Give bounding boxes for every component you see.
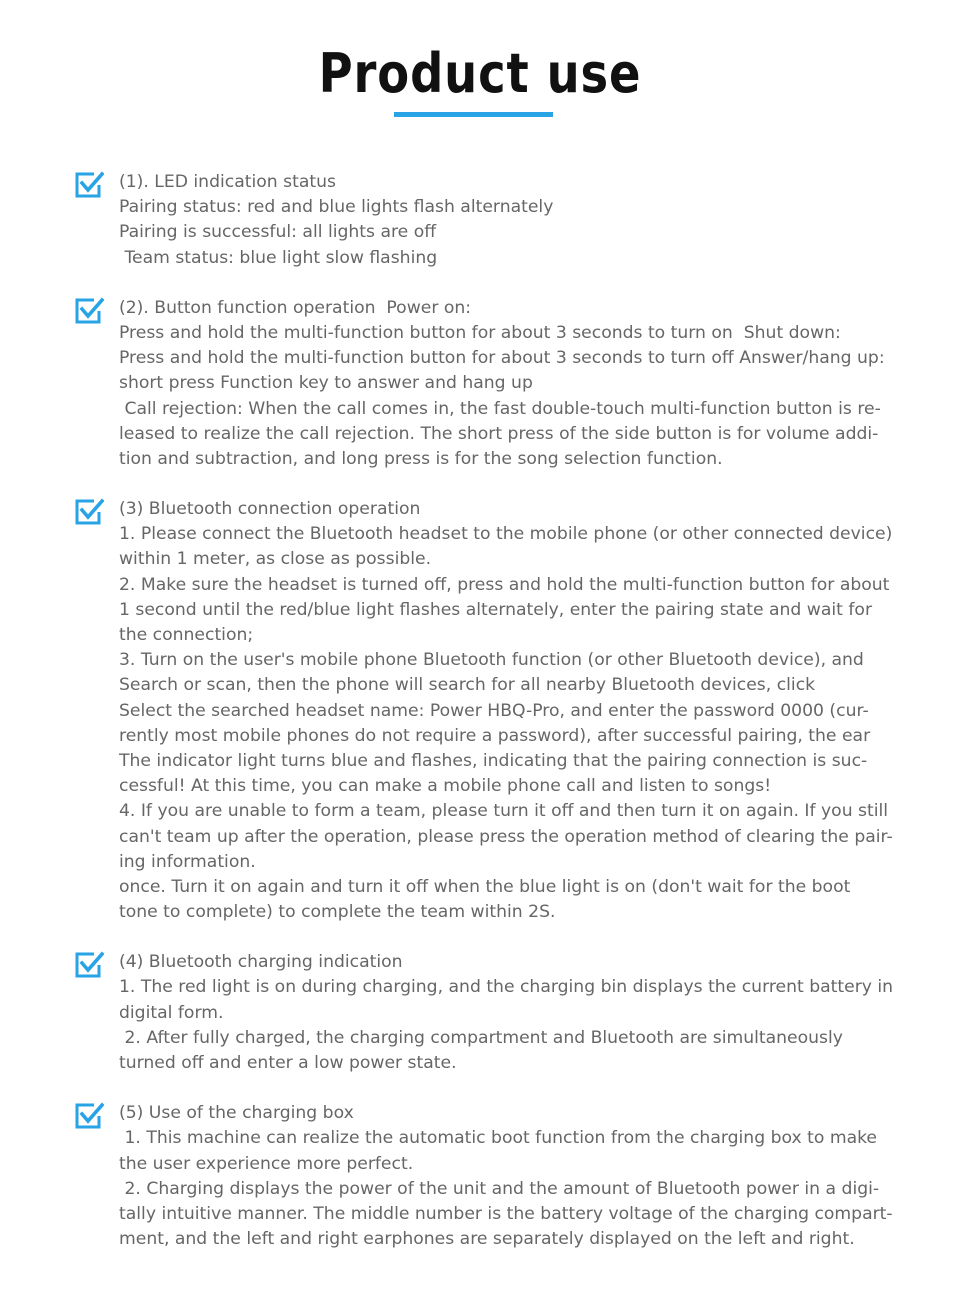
section-line: cessful! At this time, you can make a mobile phone call and listen to songs!	[119, 776, 772, 797]
section-line: 1. The red light is on during charging, and the charging bin displays the current battery in	[119, 977, 894, 998]
checkbox-checked-icon	[74, 1102, 104, 1130]
section-5	[0, 1101, 960, 1252]
section-line: 1. Please connect the Bluetooth headset to the mobile phone (or other connected device)	[119, 524, 893, 545]
section-line: tally intuitive manner. The middle number is the battery voltage of the charging compart-	[119, 1203, 893, 1224]
section-text	[119, 1101, 899, 1252]
section-line: tion and subtraction, and long press is for the song selection function.	[119, 448, 723, 469]
section-line: ment, and the left and right earphones are separately displayed on the left and right.	[119, 1229, 855, 1250]
checkbox-checked-icon	[74, 297, 104, 325]
section-2	[0, 296, 960, 472]
section-line: Pairing is successful: all lights are off	[119, 222, 437, 243]
section-line: leased to realize the call rejection. The short press of the side button is for volume addi-	[119, 423, 879, 444]
checkbox-checked-icon	[74, 171, 104, 199]
section-line: The indicator light turns blue and flashes, indicating that the pairing connection is suc-	[119, 750, 868, 771]
section-line: Select the searched headset name: Power HBQ-Pro, and enter the password 0000 (cur-	[119, 700, 869, 721]
section-line: 2. After fully charged, the charging compartment and Bluetooth are simultaneously	[119, 1027, 843, 1048]
section-line: the user experience more perfect.	[119, 1153, 414, 1174]
section-line: Search or scan, then the phone will search for all nearby Bluetooth devices, click	[119, 675, 816, 696]
checkbox-checked-icon	[74, 951, 104, 979]
section-text	[119, 170, 899, 271]
section-line: tone to complete) to complete the team within 2S.	[119, 902, 556, 923]
section-line: 2. Charging displays the power of the unit and the amount of Bluetooth power in a digi-	[119, 1178, 880, 1199]
section-line: within 1 meter, as close as possible.	[119, 549, 432, 570]
section-heading: (2). Button function operation Power on:	[119, 297, 472, 318]
section-line: short press Function key to answer and hang up	[119, 373, 533, 394]
section-line: Press and hold the multi-function button for about 3 seconds to turn off Answer/hang up:	[119, 348, 885, 369]
checkbox-checked-icon	[74, 498, 104, 526]
section-text	[119, 497, 899, 925]
section-3	[0, 497, 960, 925]
section-line: 3. Turn on the user's mobile phone Bluetooth function (or other Bluetooth device), and	[119, 650, 864, 671]
section-line: Pairing status: red and blue lights flash alternately	[119, 197, 554, 218]
section-line: Call rejection: When the call comes in, the fast double-touch multi-function button is re-	[119, 398, 881, 419]
section-line: ing information.	[119, 851, 256, 872]
section-line: the connection;	[119, 625, 254, 645]
section-heading: (1). LED indication status	[119, 172, 336, 192]
section-line: can't team up after the operation, please press the operation method of clearing the pair-	[119, 826, 893, 847]
section-line: rently most mobile phones do not require a password), after successful pairing, the ear	[119, 725, 871, 746]
page-title: Product use	[318, 42, 642, 105]
section-text	[119, 296, 899, 472]
title-underline	[394, 112, 553, 117]
section-line: 1 second until the red/blue light flashes alternately, enter the pairing state and wait for	[119, 599, 873, 620]
section-line: turned off and enter a low power state.	[119, 1053, 457, 1073]
section-line: digital form.	[119, 1002, 224, 1023]
section-1	[0, 170, 960, 271]
section-4	[0, 950, 960, 1076]
section-line: 1. This machine can realize the automatic boot function from the charging box to make	[119, 1128, 878, 1149]
section-line: 2. Make sure the headset is turned off, press and hold the multi-function button for about	[119, 574, 890, 595]
section-line: Team status: blue light slow flashing	[119, 247, 438, 268]
section-heading: (4) Bluetooth charging indication	[119, 952, 403, 973]
section-text	[119, 950, 899, 1076]
section-heading: (5) Use of the charging box	[119, 1103, 354, 1124]
section-line: Press and hold the multi-function button for about 3 seconds to turn on Shut down:	[119, 322, 841, 343]
sections-list	[0, 170, 960, 1277]
section-line: 4. If you are unable to form a team, please turn it off and then turn it on again. If you still	[119, 801, 889, 822]
section-heading: (3) Bluetooth connection operation	[119, 499, 421, 520]
section-line: once. Turn it on again and turn it off when the blue light is on (don't wait for the boot	[119, 876, 851, 897]
